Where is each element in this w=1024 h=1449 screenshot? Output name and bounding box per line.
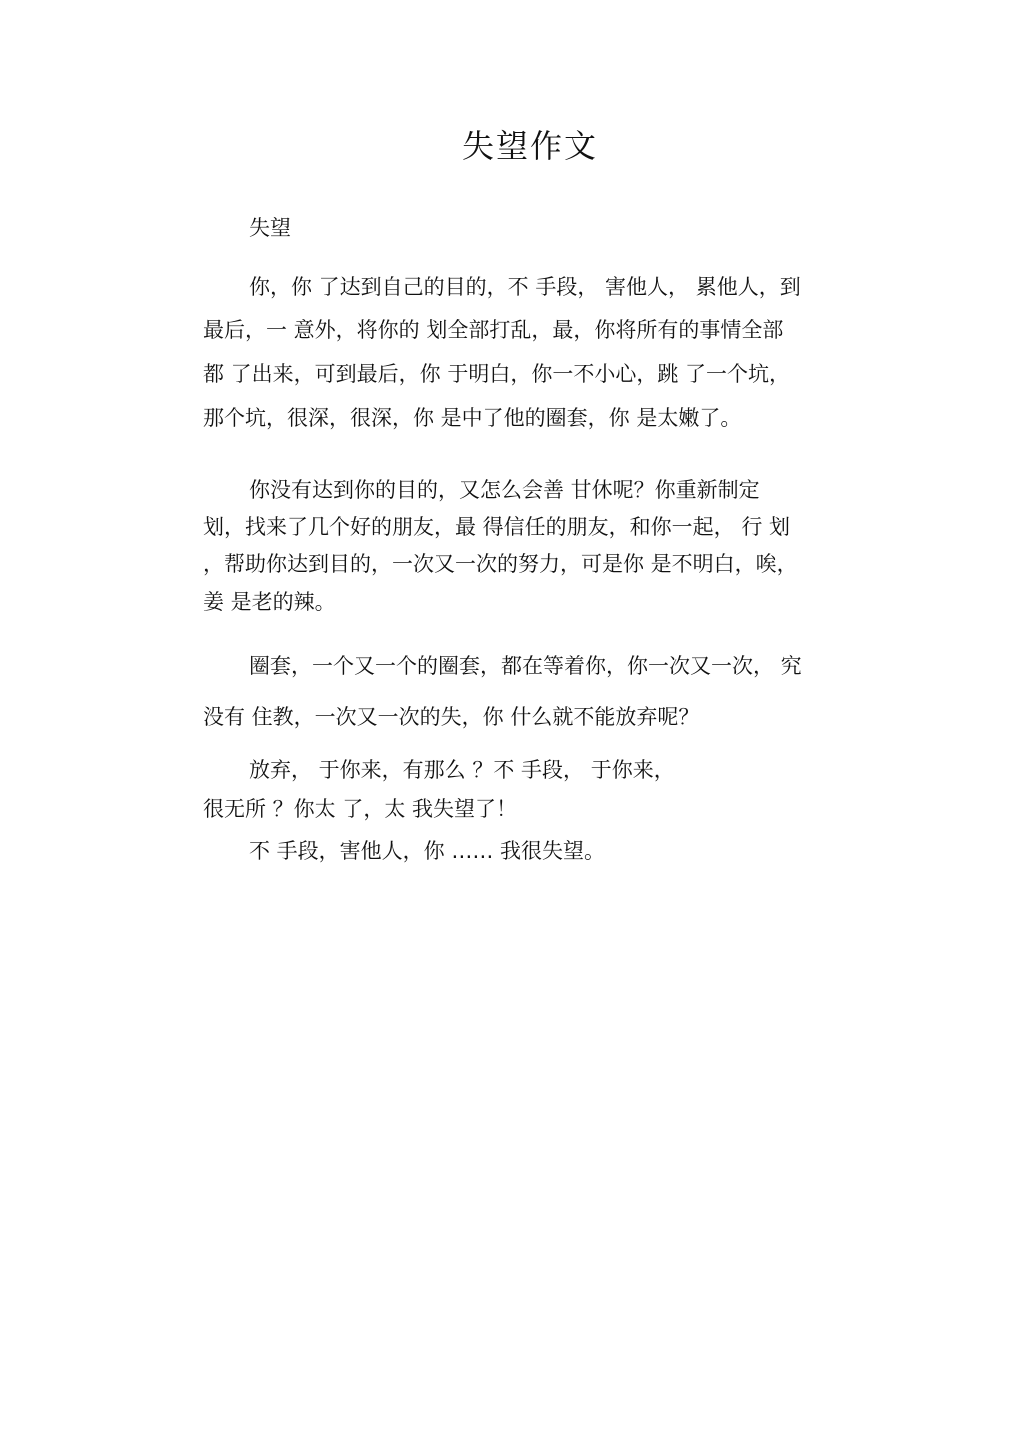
paragraph-line: 放弃， 于你来，有那么 ？不 手段， 于你来， <box>249 758 675 782</box>
paragraph-line: 很无所 ？你太 了，太 我失望了！ <box>203 797 518 821</box>
paragraph-line: 都 了出来，可到最后，你 于明白，你一不小心，跳 了一个坑， <box>203 362 791 386</box>
document-title: 失望作文 <box>461 127 598 165</box>
section-heading: 失望 <box>249 216 291 240</box>
paragraph-line: 不 手段，害他人，你 …… 我很失望。 <box>249 839 606 863</box>
paragraph-line: 你没有达到你的目的，又怎么会善 甘休呢？你重新制定 <box>249 478 760 502</box>
paragraph-line: 没有 住教，一次又一次的失，你 什么就不能放弃呢？ <box>203 705 700 729</box>
paragraph-line: 最后，一 意外，将你的 划全部打乱，最，你将所有的事情全部 <box>203 318 784 342</box>
paragraph-line: 姜 是老的辣。 <box>203 590 336 614</box>
paragraph-line: 你，你 了达到自己的目的，不 手段， 害他人， 累他人，到 <box>249 275 801 299</box>
paragraph-line: ，帮助你达到目的，一次又一次的努力，可是你 是不明白，唉， <box>203 552 798 576</box>
paragraph-line: 那个坑，很深，很深，你 是中了他的圈套，你 是太嫩了。 <box>203 406 742 430</box>
paragraph-line: 圈套，一个又一个的圈套，都在等着你，你一次又一次， 究 <box>249 654 802 678</box>
paragraph-line: 划，找来了几个好的朋友，最 得信任的朋友，和你一起， 行 划 <box>203 515 791 539</box>
